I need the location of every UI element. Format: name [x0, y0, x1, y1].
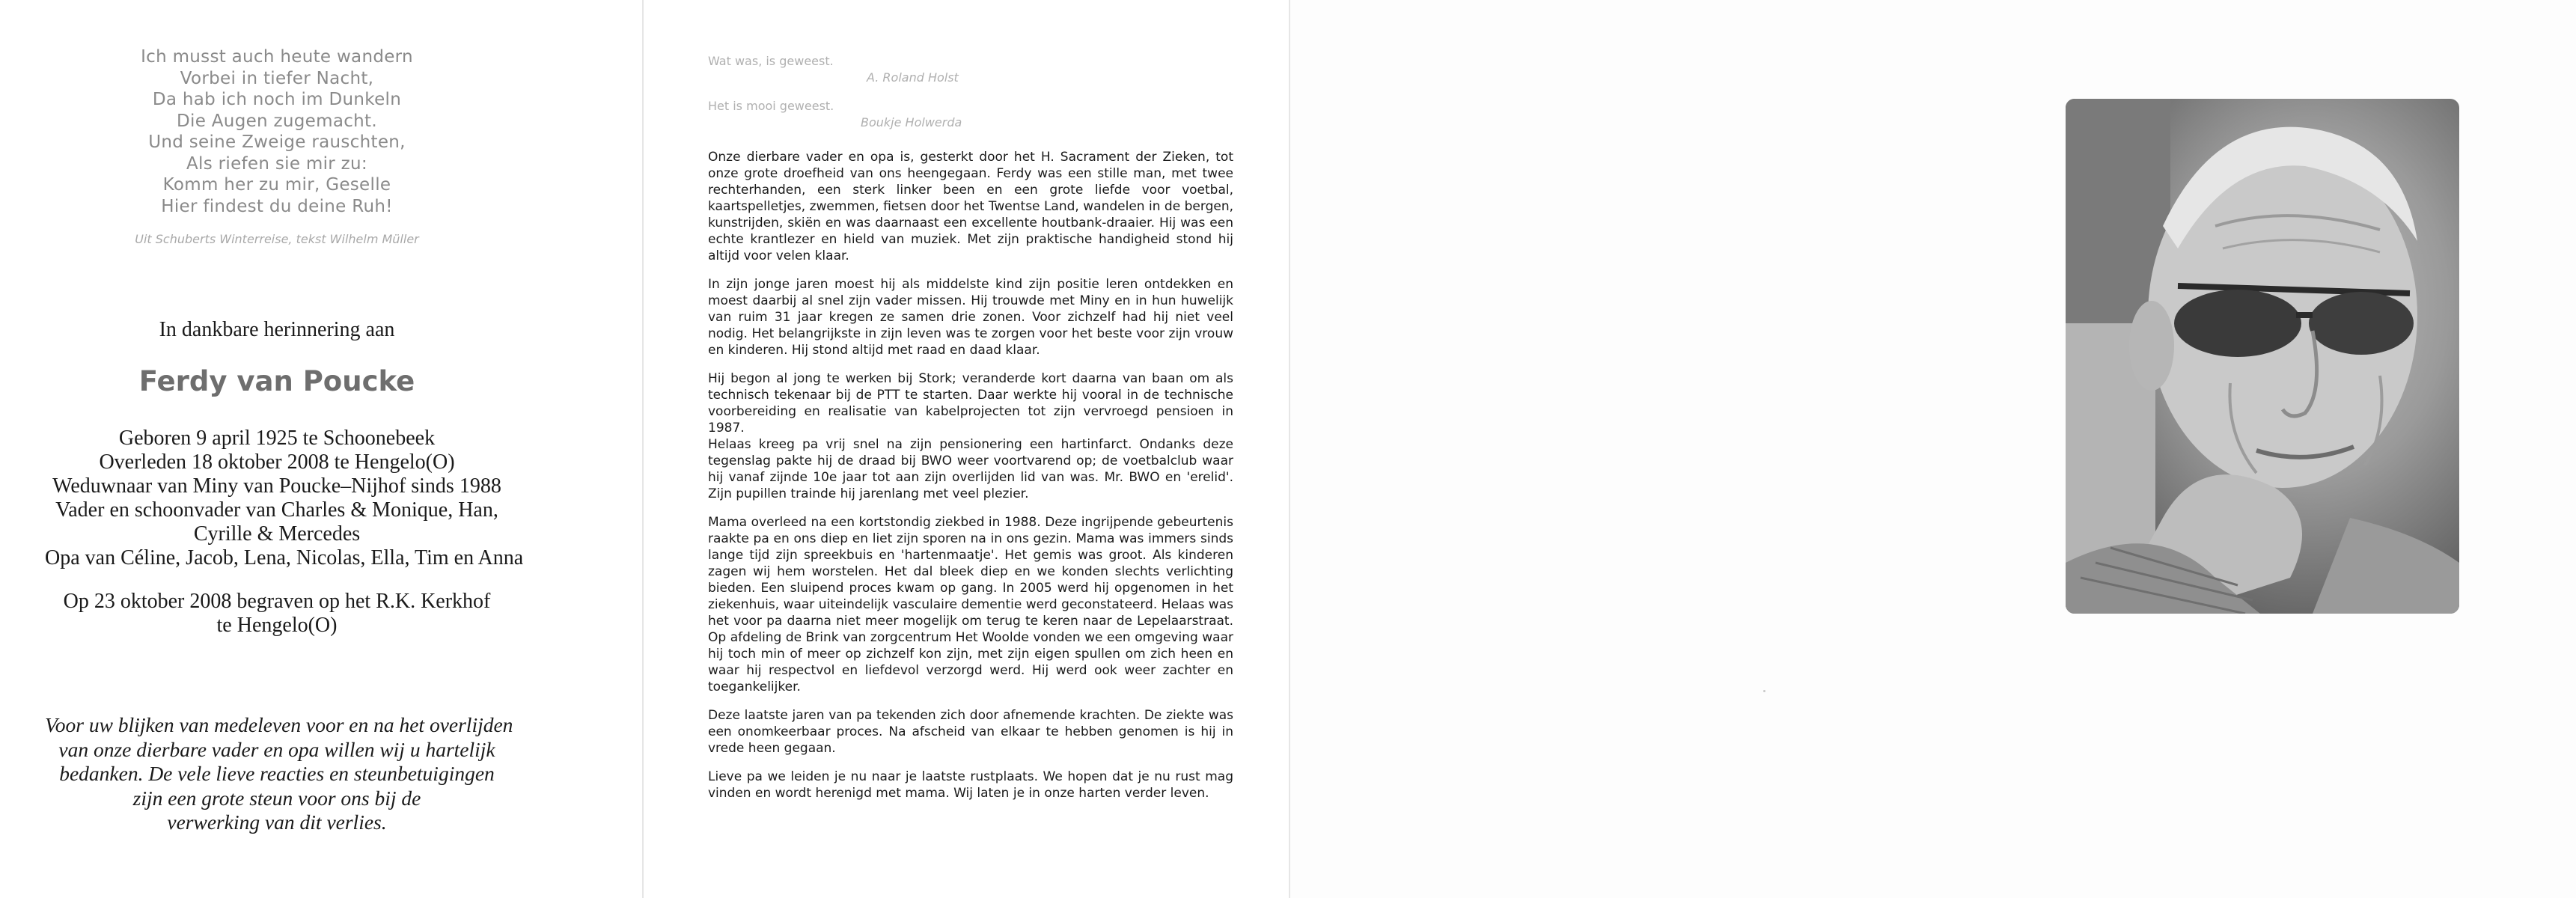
poem-line: Vorbei in tiefer Nacht,: [180, 68, 374, 88]
detail-line: Opa van Céline, Jacob, Lena, Nicolas, Ella, Tim en Anna: [45, 546, 524, 569]
memorial-intro: In dankbare herinnering aan: [159, 318, 395, 341]
portrait-illustration: [2066, 99, 2459, 614]
poem-line: Und seine Zweige rauschten,: [148, 132, 406, 152]
detail-line: Geboren 9 april 1925 te Schoonebeek: [118, 427, 436, 450]
quote-text: Wat was, is geweest.: [708, 54, 834, 68]
quote-text: Het is mooi geweest.: [708, 99, 834, 113]
poem-line: Die Augen zugemacht.: [177, 111, 377, 131]
detail-line: Vader en schoonvader van Charles & Monique, Han,: [55, 498, 498, 522]
detail-line: Cyrille & Mercedes: [193, 522, 361, 546]
portrait-photo: [2066, 99, 2459, 614]
left-page: [0, 0, 642, 898]
detail-line: Weduwnaar van Miny van Poucke–Nijhof sinds 1988: [52, 474, 501, 498]
burial-line: Op 23 oktober 2008 begraven op het R.K. Kerkhof: [63, 590, 491, 613]
poem-source: Uit Schuberts Winterreise, tekst Wilhelm Müller: [135, 232, 419, 246]
quote-author: A. Roland Holst: [867, 70, 959, 85]
quote-author: Boukje Holwerda: [861, 115, 962, 129]
story-paragraph: Deze laatste jaren van pa tekenden zich door afnemende krachten. De ziekte was een onomkeerbaar proces. Na afscheid van elkaar te hebben genomen is hij in vrede heen gegaan.: [708, 708, 1233, 756]
story-paragraph: Hij begon al jong te werken bij Stork; veranderde kort daarna van baan om als technisch tekenaar bij de PTT te starten. Daar werkte hij vooral in de technische voorbereiding en realisatie van kabelprojecten tot zijn vervroegd pensioen in 1987. Helaas kreeg pa vrij snel na zijn pensionering een hartinfarct. Ondanks deze tegenslag pakte hij de draad bij BWO weer voortvarend op; de voetbalclub waar hij vanaf zijnde 10e jaar tot aan zijn overlijden lid van was. Mr. BWO en 'erelid'. Zijn pupillen trainde hij jarenlang met veel plezier.: [708, 371, 1233, 501]
poem-line: Komm her zu mir, Geselle: [162, 175, 391, 195]
detail-line: Overleden 18 oktober 2008 te Hengelo(O): [99, 450, 455, 474]
story-paragraph: Onze dierbare vader en opa is, gesterkt door het H. Sacrament der Zieken, tot onze grote droefheid van ons heengegaan. Ferdy was een stille man, met twee rechterhanden, een sterk linker been en een grote liefde voor voetbal, kaartspelletjes, zwemmen, fietsen door het Twentse Land, wandelen in de bergen, kunstrijden, skiën en was daarnaast een excellente houtbank-draaier. Hij was een echte krantlezer en hield van muziek. Met zijn praktische handigheid stond hij altijd voor velen klaar.: [708, 150, 1233, 263]
thanks-line: Voor uw blijken van medeleven voor en na het overlijden: [45, 713, 513, 736]
burial-details: [45, 590, 509, 638]
right-page: [1289, 0, 2576, 898]
poem-line: Als riefen sie mir zu:: [186, 153, 367, 174]
thanks-line: zijn een grote steun voor ons bij de: [132, 786, 421, 810]
thanks-line: van onze dierbare vader en opa willen wij u hartelijk: [58, 737, 495, 761]
biographical-details: [45, 427, 524, 570]
middle-page: [642, 0, 1289, 898]
story-paragraph: Lieve pa we leiden je nu naar je laatste rustplaats. We hopen dat je nu rust mag vinden en wordt herenigd met mama. Wij laten je in onze harten verder leven.: [708, 769, 1233, 801]
thank-you-note: [45, 713, 513, 835]
thanks-line: bedanken. De vele lieve reacties en steunbetuigingen: [59, 762, 495, 785]
poem-line: Da hab ich noch im Dunkeln: [152, 90, 402, 109]
deceased-name: Ferdy van Poucke: [138, 365, 415, 397]
poem: [112, 46, 442, 217]
poem-line: Ich musst auch heute wandern: [141, 47, 413, 67]
story-paragraph: In zijn jonge jaren moest hij als middelste kind zijn positie leren ontdekken en moest daarbij al snel zijn vader missen. Hij trouwde met Miny en in hun huwelijk van ruim 31 jaar kregen ze samen drie zonen. Voor zichzelf had hij niet veel nodig. Het belangrijkste in zijn leven was te zorgen voor het beste voor zijn vrouw en kinderen. Hij stond altijd met raad en daad klaar.: [708, 277, 1233, 358]
thanks-line: verwerking van dit verlies.: [167, 810, 387, 834]
paper-speck: [1763, 690, 1765, 692]
life-story: [708, 149, 1233, 813]
poem-line: Hier findest du deine Ruh!: [161, 196, 393, 216]
burial-line: te Hengelo(O): [216, 614, 338, 637]
story-paragraph: Mama overleed na een kortstondig ziekbed in 1988. Deze ingrijpende gebeurtenis raakte pa en ons diep en liet zijn sporen na in ons gezin. Mama was immers sinds lange tijd zijn spreekbuis en 'hartenmaatje'. Het gemis was groot. Als kinderen zagen wij hem worstelen. Het dal bleek diep en we konden slechts verlichting bieden. Een sluipend proces kwam op gang. In 2005 werd hij opgenomen in het ziekenhuis, waar uiteindelijk vasculaire dementie werd geconstateerd. Helaas was het voor pa daarna niet meer mogelijk om terug te keren naar de Lepelaarstraat. Op afdeling de Brink van zorgcentrum Het Woolde vonden we een omgeving waar hij toch min of meer op zichzelf kon zijn, met zijn eigen spullen om zich heen en waar hij respectvol en liefdevol verzorgd werd. Hij werd ook weer zachter en toegankelijker.: [708, 515, 1233, 694]
